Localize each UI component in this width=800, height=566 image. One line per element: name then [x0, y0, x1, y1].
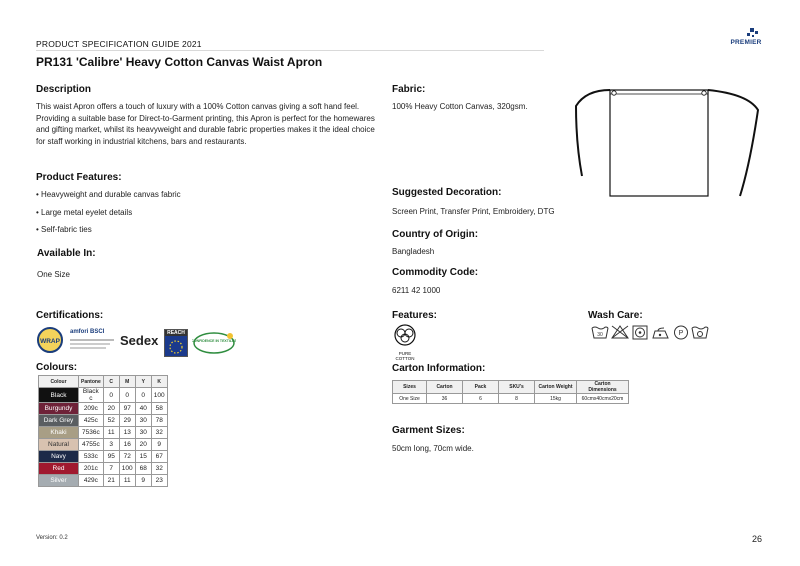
carton-col-header: Carton Dimensions	[577, 381, 629, 394]
colour-m-cell: 11	[119, 475, 135, 487]
svg-text:30: 30	[597, 332, 603, 338]
commodity-heading: Commodity Code:	[392, 267, 479, 278]
colours-table	[38, 375, 168, 487]
colour-k-cell: 32	[151, 463, 167, 475]
decoration-value: Screen Print, Transfer Print, Embroidery, DTG	[392, 207, 555, 216]
svg-text:P: P	[678, 330, 684, 337]
colour-row	[39, 463, 168, 475]
colour-y-cell: 68	[135, 463, 151, 475]
colour-name-cell: Silver	[39, 475, 79, 487]
apron-illustration	[566, 84, 772, 204]
colour-row	[39, 415, 168, 427]
colour-y-cell: 0	[135, 388, 151, 403]
carton-cell: 8	[499, 394, 535, 404]
colour-c-cell: 52	[103, 415, 119, 427]
iron-icon	[653, 328, 668, 338]
colour-name-cell: Burgundy	[39, 403, 79, 415]
carton-col-header: Carton	[427, 381, 463, 394]
colour-c-cell: 20	[103, 403, 119, 415]
colours-col-header: Pantone	[79, 376, 104, 388]
colour-row	[39, 451, 168, 463]
colour-y-cell: 20	[135, 439, 151, 451]
colours-col-header: M	[119, 376, 135, 388]
colour-y-cell: 9	[135, 475, 151, 487]
colour-row	[39, 475, 168, 487]
colour-m-cell: 29	[119, 415, 135, 427]
colour-row	[39, 439, 168, 451]
carton-cell: One Size	[393, 394, 427, 404]
colour-m-cell: 13	[119, 427, 135, 439]
colour-pantone-cell: 201c	[79, 463, 104, 475]
colour-k-cell: 23	[151, 475, 167, 487]
carton-table	[392, 380, 629, 404]
colour-c-cell: 3	[103, 439, 119, 451]
wrap-logo-text: WRAP	[40, 338, 60, 345]
feature-item: • Self-fabric ties	[36, 225, 92, 234]
colour-c-cell: 95	[103, 451, 119, 463]
available-value: One Size	[37, 270, 70, 279]
colour-k-cell: 9	[151, 439, 167, 451]
colour-pantone-cell: Black c	[79, 388, 104, 403]
colour-pantone-cell: 7536c	[79, 427, 104, 439]
amfori-logo-text: amfori BSCI	[70, 329, 105, 335]
carton-col-header: Carton Weight	[535, 381, 577, 394]
carton-col-header: Sizes	[393, 381, 427, 394]
colour-c-cell: 0	[103, 388, 119, 403]
garment-sizes-value: 50cm long, 70cm wide.	[392, 444, 474, 453]
premier-logo	[726, 28, 766, 46]
origin-heading: Country of Origin:	[392, 229, 479, 240]
pure-cotton-label: PURE COTTON	[395, 351, 415, 361]
colour-name-cell: Black	[39, 388, 79, 403]
colour-m-cell: 100	[119, 463, 135, 475]
wet-clean-icon	[692, 327, 708, 338]
colours-col-header: C	[103, 376, 119, 388]
colour-k-cell: 32	[151, 427, 167, 439]
reach-logo-text: REACH	[165, 330, 187, 336]
colour-c-cell: 11	[103, 427, 119, 439]
page-number: 26	[752, 534, 763, 544]
colour-y-cell: 40	[135, 403, 151, 415]
colour-name-cell: Navy	[39, 451, 79, 463]
colour-pantone-cell: 425c	[79, 415, 104, 427]
colour-c-cell: 21	[103, 475, 119, 487]
wash-care-icons	[590, 323, 718, 341]
wash-30-icon	[592, 327, 608, 338]
fabric-heading: Fabric:	[392, 84, 426, 95]
wash-care-heading: Wash Care:	[588, 310, 643, 321]
reach-logo	[164, 329, 188, 357]
colour-k-cell: 100	[151, 388, 167, 403]
dry-clean-p-icon	[675, 326, 688, 339]
carton-cell: 60cmx40cmx20cm	[577, 394, 629, 404]
oeko-tex-logo	[192, 331, 236, 355]
colour-pantone-cell: 4755c	[79, 439, 104, 451]
colours-col-header: Colour	[39, 376, 79, 388]
header-divider	[36, 50, 544, 51]
colour-k-cell: 78	[151, 415, 167, 427]
colour-row	[39, 403, 168, 415]
carton-col-header: Pack	[463, 381, 499, 394]
colour-name-cell: Khaki	[39, 427, 79, 439]
carton-cell: 36	[427, 394, 463, 404]
colour-row	[39, 427, 168, 439]
colours-col-header: K	[151, 376, 167, 388]
decoration-heading: Suggested Decoration:	[392, 187, 502, 198]
carton-col-header: SKU's	[499, 381, 535, 394]
do-not-bleach-icon	[612, 326, 628, 338]
carton-cell: 15kg	[535, 394, 577, 404]
colour-row	[39, 388, 168, 403]
carton-row	[393, 394, 629, 404]
origin-value: Bangladesh	[392, 247, 435, 256]
features-heading: Features:	[392, 310, 438, 321]
colour-k-cell: 67	[151, 451, 167, 463]
colour-m-cell: 72	[119, 451, 135, 463]
colour-name-cell: Dark Grey	[39, 415, 79, 427]
colour-y-cell: 30	[135, 427, 151, 439]
guide-title: PRODUCT SPECIFICATION GUIDE 2021	[36, 39, 202, 49]
colour-k-cell: 58	[151, 403, 167, 415]
tumble-dry-icon	[633, 326, 647, 339]
colours-col-header: Y	[135, 376, 151, 388]
feature-item: • Heavyweight and durable canvas fabric	[36, 190, 181, 199]
colour-y-cell: 15	[135, 451, 151, 463]
wrap-logo	[36, 327, 64, 358]
colour-m-cell: 0	[119, 388, 135, 403]
colour-m-cell: 16	[119, 439, 135, 451]
product-features-heading: Product Features:	[36, 172, 122, 183]
colours-heading: Colours:	[36, 362, 78, 373]
feature-item: • Large metal eyelet details	[36, 208, 133, 217]
colour-y-cell: 30	[135, 415, 151, 427]
colour-pantone-cell: 533c	[79, 451, 104, 463]
logo-mark-icon	[726, 28, 766, 39]
garment-sizes-heading: Garment Sizes:	[392, 425, 465, 436]
product-title: PR131 'Calibre' Heavy Cotton Canvas Waist Apron	[36, 55, 323, 69]
cotton-flower-icon	[392, 324, 418, 346]
available-heading: Available In:	[37, 248, 96, 259]
description-heading: Description	[36, 84, 92, 95]
fabric-value: 100% Heavy Cotton Canvas, 320gsm.	[392, 102, 528, 111]
colour-name-cell: Red	[39, 463, 79, 475]
colour-pantone-cell: 209c	[79, 403, 104, 415]
colour-name-cell: Natural	[39, 439, 79, 451]
carton-heading: Carton Information:	[392, 363, 486, 374]
colour-m-cell: 97	[119, 403, 135, 415]
oeko-tex-logo-text: CONFIDENCE IN TEXTILES	[192, 339, 236, 343]
carton-cell: 6	[463, 394, 499, 404]
sedex-logo: Sedex	[120, 333, 159, 348]
colour-c-cell: 7	[103, 463, 119, 475]
certifications-heading: Certifications:	[36, 310, 104, 321]
logo-text: PREMIER	[730, 39, 762, 46]
pure-cotton-badge	[392, 324, 418, 361]
version-label: Version: 0.2	[36, 535, 68, 541]
description-text: This waist Apron offers a touch of luxury with a 100% Cotton canvas giving a soft hand feel. Providing a suitable base for Direct-to-Garment printing, this Apron is perfect for the homewares and gifting market, whilst its heavyweight and durable fabric properties makes it the ideal choice for staff working in industrial kitchens, bars and restaurants.	[36, 102, 375, 146]
commodity-value: 6211 42 1000	[392, 286, 441, 295]
colour-pantone-cell: 429c	[79, 475, 104, 487]
